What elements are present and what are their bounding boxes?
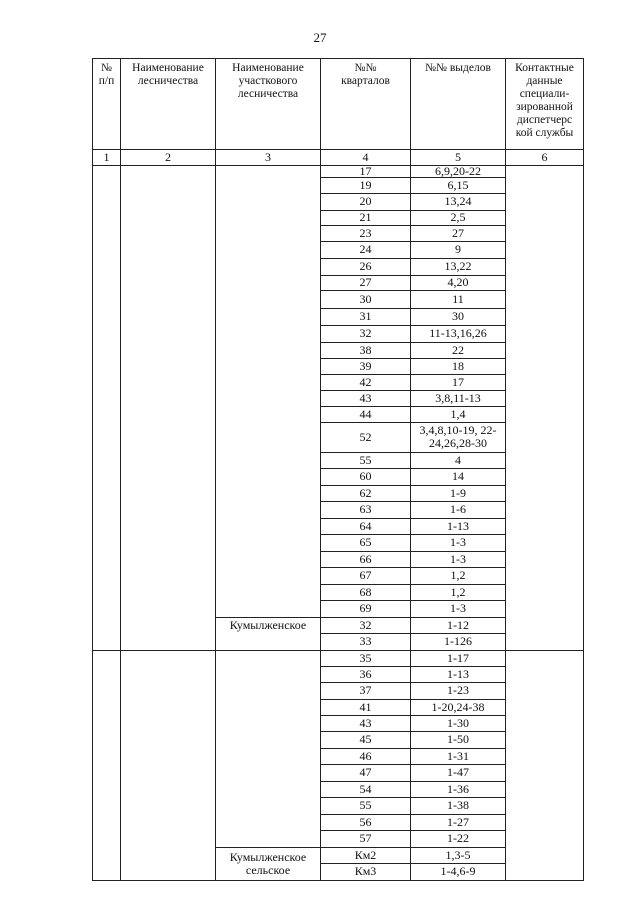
table-rule bbox=[92, 58, 93, 881]
videl-cell: 1-13 bbox=[447, 666, 469, 681]
table-rule bbox=[505, 58, 506, 881]
kvartal-cell: 66 bbox=[359, 551, 372, 566]
kvartal-cell: 55 bbox=[359, 452, 372, 467]
column-number-2: 2 bbox=[165, 149, 171, 164]
column-header-5: №№ выделов bbox=[425, 62, 491, 74]
videl-cell: 13,22 bbox=[444, 259, 472, 273]
videl-cell: 11 bbox=[452, 291, 464, 306]
videl-cell: 18 bbox=[452, 358, 464, 373]
table-rule bbox=[120, 58, 121, 881]
kvartal-cell: 17 bbox=[359, 163, 372, 178]
kvartal-cell: 60 bbox=[359, 469, 372, 483]
kvartal-cell: 69 bbox=[359, 601, 372, 615]
kvartal-cell: 30 bbox=[359, 291, 372, 306]
uchastkovoe-label: Кумылженское сельское bbox=[229, 849, 307, 877]
column-header-6: Контактные данные специали- зированной диспетчерс кой службы bbox=[515, 62, 574, 139]
kvartal-cell: 57 bbox=[359, 831, 372, 845]
kvartal-cell: 41 bbox=[359, 699, 372, 714]
kvartal-cell: 31 bbox=[359, 309, 372, 323]
videl-cell: 1-4,6-9 bbox=[440, 864, 476, 878]
table-rule bbox=[583, 58, 584, 881]
kvartal-cell: 19 bbox=[359, 177, 372, 192]
videl-cell: 1-3 bbox=[450, 551, 466, 566]
kvartal-cell: 47 bbox=[359, 765, 372, 779]
videl-cell: 1-126 bbox=[444, 634, 472, 648]
kvartal-cell: 46 bbox=[359, 748, 372, 763]
videl-cell: 1-22 bbox=[447, 831, 469, 845]
table-rule bbox=[215, 58, 216, 881]
videl-cell: 1-23 bbox=[447, 683, 469, 697]
kvartal-cell: 67 bbox=[359, 568, 372, 582]
kvartal-cell: 63 bbox=[359, 502, 372, 516]
videl-cell: 1-12 bbox=[447, 617, 469, 632]
videl-cell: 1-3 bbox=[450, 535, 466, 549]
videl-cell: 13,24 bbox=[444, 194, 472, 208]
column-header-1: № п/п bbox=[98, 62, 115, 87]
videl-cell: 22 bbox=[452, 342, 464, 357]
kvartal-cell: 43 bbox=[359, 390, 372, 405]
videl-cell: 1-3 bbox=[450, 601, 466, 615]
kvartal-cell: 43 bbox=[359, 715, 372, 730]
kvartal-cell: Км2 bbox=[354, 847, 377, 862]
column-header-2: Наименование лесничества bbox=[132, 62, 204, 87]
column-number-5: 5 bbox=[455, 149, 461, 164]
kvartal-cell: 44 bbox=[359, 406, 372, 421]
kvartal-cell: 37 bbox=[359, 683, 372, 697]
videl-cell: 11-13,16,26 bbox=[429, 326, 487, 340]
videl-cell: 9 bbox=[455, 242, 461, 256]
videl-cell: 4,20 bbox=[447, 275, 469, 289]
kvartal-cell: 52 bbox=[359, 429, 372, 444]
videl-cell: 17 bbox=[452, 374, 464, 389]
kvartal-cell: 42 bbox=[359, 374, 372, 389]
kvartal-cell: Км3 bbox=[354, 864, 377, 878]
uchastkovoe-label: Кумылженское bbox=[229, 617, 307, 632]
kvartal-cell: 32 bbox=[359, 326, 372, 340]
kvartal-cell: 20 bbox=[359, 194, 372, 208]
videl-cell: 1-47 bbox=[447, 765, 469, 779]
kvartal-cell: 35 bbox=[359, 650, 372, 665]
videl-cell: 1-20,24-38 bbox=[431, 699, 485, 714]
kvartal-cell: 65 bbox=[359, 535, 372, 549]
column-number-4: 4 bbox=[362, 149, 369, 164]
column-header-3: Наименование участкового лесничества bbox=[232, 62, 304, 100]
kvartal-cell: 62 bbox=[359, 485, 372, 500]
kvartal-cell: 55 bbox=[359, 798, 372, 812]
videl-cell: 4 bbox=[455, 452, 461, 467]
videl-cell: 14 bbox=[452, 469, 464, 483]
videl-cell: 1-36 bbox=[447, 781, 469, 796]
videl-cell: 1-38 bbox=[447, 798, 469, 812]
table-rule bbox=[320, 880, 505, 881]
column-number-6: 6 bbox=[541, 149, 548, 164]
column-header-4: №№ кварталов bbox=[341, 62, 390, 87]
videl-cell: 1,3-5 bbox=[445, 847, 471, 862]
videl-cell: 1-27 bbox=[447, 814, 469, 829]
videl-cell: 1-9 bbox=[450, 485, 466, 500]
videl-cell: 1-6 bbox=[450, 502, 466, 516]
kvartal-cell: 45 bbox=[359, 732, 372, 746]
videl-cell: 3,4,8,10-19, 22-24,26,28-30 bbox=[419, 423, 497, 450]
kvartal-cell: 68 bbox=[359, 584, 372, 599]
videl-cell: 1-50 bbox=[447, 732, 469, 746]
videl-cell: 2,5 bbox=[450, 210, 466, 224]
column-number-3: 3 bbox=[265, 149, 271, 164]
videl-cell: 3,8,11-13 bbox=[435, 390, 481, 405]
column-number-1: 1 bbox=[103, 149, 110, 164]
videl-cell: 6,15 bbox=[447, 177, 469, 192]
kvartal-cell: 24 bbox=[359, 242, 372, 256]
kvartal-cell: 36 bbox=[359, 666, 372, 681]
videl-cell: 1-30 bbox=[447, 715, 469, 730]
kvartal-cell: 27 bbox=[359, 275, 372, 289]
videl-cell: 1-17 bbox=[447, 650, 469, 665]
videl-cell: 1-13 bbox=[447, 518, 469, 533]
videl-cell: 6,9,20-22 bbox=[435, 163, 481, 178]
videl-cell: 30 bbox=[452, 309, 464, 323]
kvartal-cell: 21 bbox=[359, 210, 372, 224]
kvartal-cell: 23 bbox=[359, 225, 372, 240]
kvartal-cell: 39 bbox=[359, 358, 372, 373]
kvartal-cell: 32 bbox=[359, 617, 372, 632]
videl-cell: 1,4 bbox=[450, 406, 466, 421]
videl-cell: 1-31 bbox=[447, 748, 469, 763]
kvartal-cell: 26 bbox=[359, 259, 372, 273]
videl-cell: 1,2 bbox=[450, 584, 466, 599]
videl-cell: 1,2 bbox=[450, 568, 466, 582]
kvartal-cell: 64 bbox=[359, 518, 372, 533]
kvartal-cell: 56 bbox=[359, 814, 372, 829]
kvartal-cell: 33 bbox=[359, 634, 372, 648]
videl-cell: 27 bbox=[452, 225, 464, 240]
page-number: 27 bbox=[313, 30, 327, 45]
kvartal-cell: 38 bbox=[359, 342, 372, 357]
kvartal-cell: 54 bbox=[359, 781, 372, 796]
